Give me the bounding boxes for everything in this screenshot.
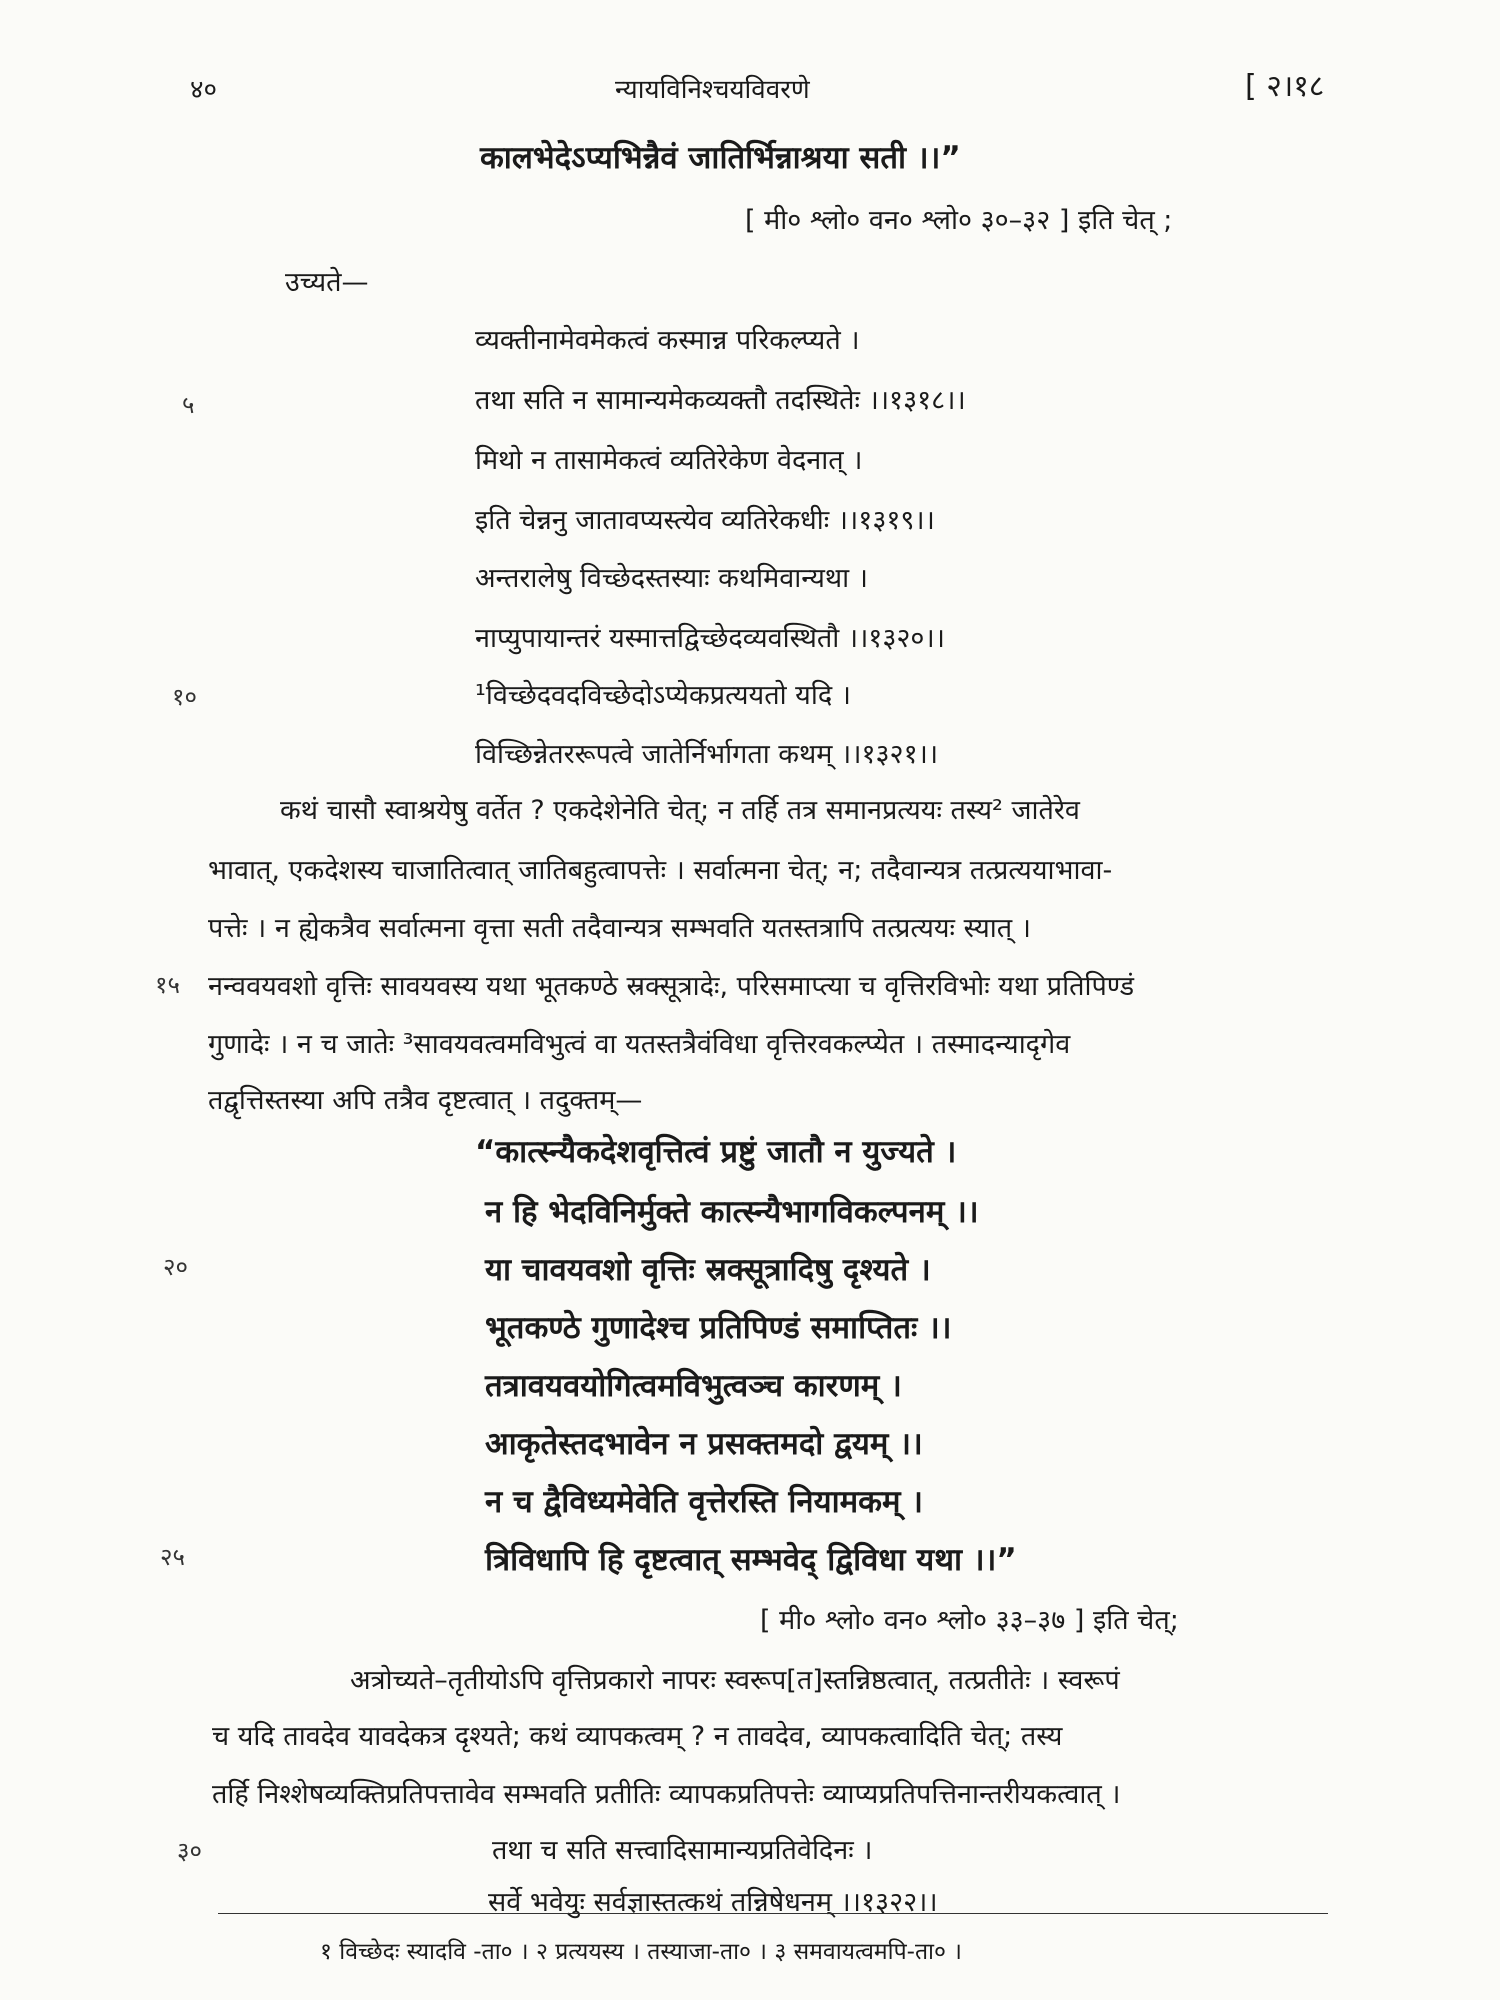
verse-line: कालभेदेऽप्यभिन्नैवं जातिर्भिन्नाश्रया सती ।।” [480,140,961,176]
footnotes: १ विच्छेदः स्यादवि -ता० । २ प्रत्ययस्य । तस्याजा-ता० । ३ समवायत्वमपि-ता० । [320,1939,962,1965]
verse-line: विच्छिन्नेतररूपत्वे जातेर्निर्भागता कथम् ।।१३२१।। [475,739,939,770]
line-number: २५ [160,1543,185,1571]
verse-line: अन्तरालेषु विच्छेदस्तस्याः कथमिवान्यथा । [475,563,868,594]
quoted-verse-line: भूतकण्ठे गुणादेश्च प्रतिपिण्डं समाप्तितः ।। [485,1310,952,1346]
prose-line: तर्हि निश्शेषव्यक्तिप्रतिपत्तावेव सम्भवति प्रतीतिः व्यापकप्रतिपत्तेः व्याप्यप्रतिपत्तिनान्तरीयकत्वात् । [212,1779,1121,1810]
line-number: ३० [177,1837,202,1865]
quoted-verse-line: न च द्वैविध्यमेवेति वृत्तेरस्ति नियामकम् । [485,1484,924,1520]
quoted-verse-line: त्रिविधापि हि दृष्टत्वात् सम्भवेद् द्विविधा यथा ।।” [485,1542,1017,1578]
quoted-verse-line: “कात्स्न्यैकदेशवृत्तित्वं प्रष्टुं जातौ न युज्यते । [475,1134,957,1170]
citation: [ मी० श्लो० वन० श्लो० ३०–३२ ] इति चेत् ; [745,205,1173,236]
verse-line: ¹विच्छेदवदविच्छेदोऽप्येकप्रत्ययतो यदि । [475,680,851,711]
quoted-verse-line: या चावयवशो वृत्तिः स्रक्सूत्रादिषु दृश्यते । [485,1252,931,1288]
footnote-divider [218,1913,1328,1914]
running-title: न्यायविनिश्चयविवरणे [615,75,810,105]
line-number: ५ [182,391,195,419]
verse-line: नाप्युपायान्तरं यस्मात्तद्विच्छेदव्यवस्थितौ ।।१३२०।। [475,623,945,654]
prose-line: उच्यते— [285,267,369,298]
prose-line: नन्ववयवशो वृत्तिः सावयवस्य यथा भूतकण्ठे स्रक्सूत्रादेः, परिसमाप्त्या च वृत्तिरविभोः यथा प्रतिपिण्डं [208,971,1135,1002]
line-number: २० [163,1253,188,1281]
quoted-verse-line: आकृतेस्तदभावेन न प्रसक्तमदो द्वयम् ।। [485,1426,923,1462]
verse-line: सर्वे भवेयुः सर्वज्ञास्तत्कथं तन्निषेधनम् ।।१३२२।। [488,1887,938,1918]
prose-line: भावात्, एकदेशस्य चाजातित्वात् जातिबहुत्वापत्तेः । सर्वात्मना चेत्; न; तदैवान्यत्र तत्प्रत्ययाभावा- [208,855,1113,886]
quoted-verse-line: न हि भेदविनिर्मुक्ते कात्स्न्यैभागविकल्पनम् ।। [485,1194,979,1230]
prose-line: गुणादेः । न च जातेः ³सावयवत्वमविभुत्वं वा यतस्तत्रैवंविधा वृत्तिरवकल्प्येत । तस्मादन्यादृगेव [208,1029,1071,1060]
prose-line: कथं चासौ स्वाश्रयेषु वर्तेत ? एकदेशेनेति चेत्; न तर्हि तत्र समानप्रत्ययः तस्य² जातेरेव [280,795,1080,826]
prose-line: पत्तेः । न ह्येकत्रैव सर्वात्मना वृत्ता सती तदैवान्यत्र सम्भवति यतस्तत्रापि तत्प्रत्ययः स्यात् । [208,913,1031,944]
line-number: १५ [155,971,180,999]
section-reference: [ २।१८ [1245,69,1325,104]
prose-line: अत्रोच्यते–तृतीयोऽपि वृत्तिप्रकारो नापरः स्वरूप[त]स्तन्निष्ठत्वात्, तत्प्रतीतेः । स्वरूपं [350,1665,1120,1696]
line-number: १० [172,683,197,711]
page-number: ४० [190,75,218,105]
verse-line: मिथो न तासामेकत्वं व्यतिरेकेण वेदनात् । [475,445,863,476]
quoted-verse-line: तत्रावयवयोगित्वमविभुत्वञ्च कारणम् । [485,1368,902,1404]
verse-line: तथा च सति सत्त्वादिसामान्यप्रतिवेदिनः । [492,1835,873,1866]
citation: [ मी० श्लो० वन० श्लो० ३३–३७ ] इति चेत्; [760,1605,1179,1636]
verse-line: तथा सति न सामान्यमेकव्यक्तौ तदस्थितेः ।।१३१८।। [475,385,966,416]
prose-line: तद्वृत्तिस्तस्या अपि तत्रैव दृष्टत्वात् । तदुक्तम्— [208,1085,643,1116]
verse-line: व्यक्तीनामेवमेकत्वं कस्मान्न परिकल्प्यते । [475,325,860,356]
verse-line: इति चेन्ननु जातावप्यस्त्येव व्यतिरेकधीः ।।१३१९।। [475,505,935,536]
prose-line: च यदि तावदेव यावदेकत्र दृश्यते; कथं व्यापकत्वम् ? न तावदेव, व्यापकत्वादिति चेत्; तस्य [212,1721,1063,1752]
